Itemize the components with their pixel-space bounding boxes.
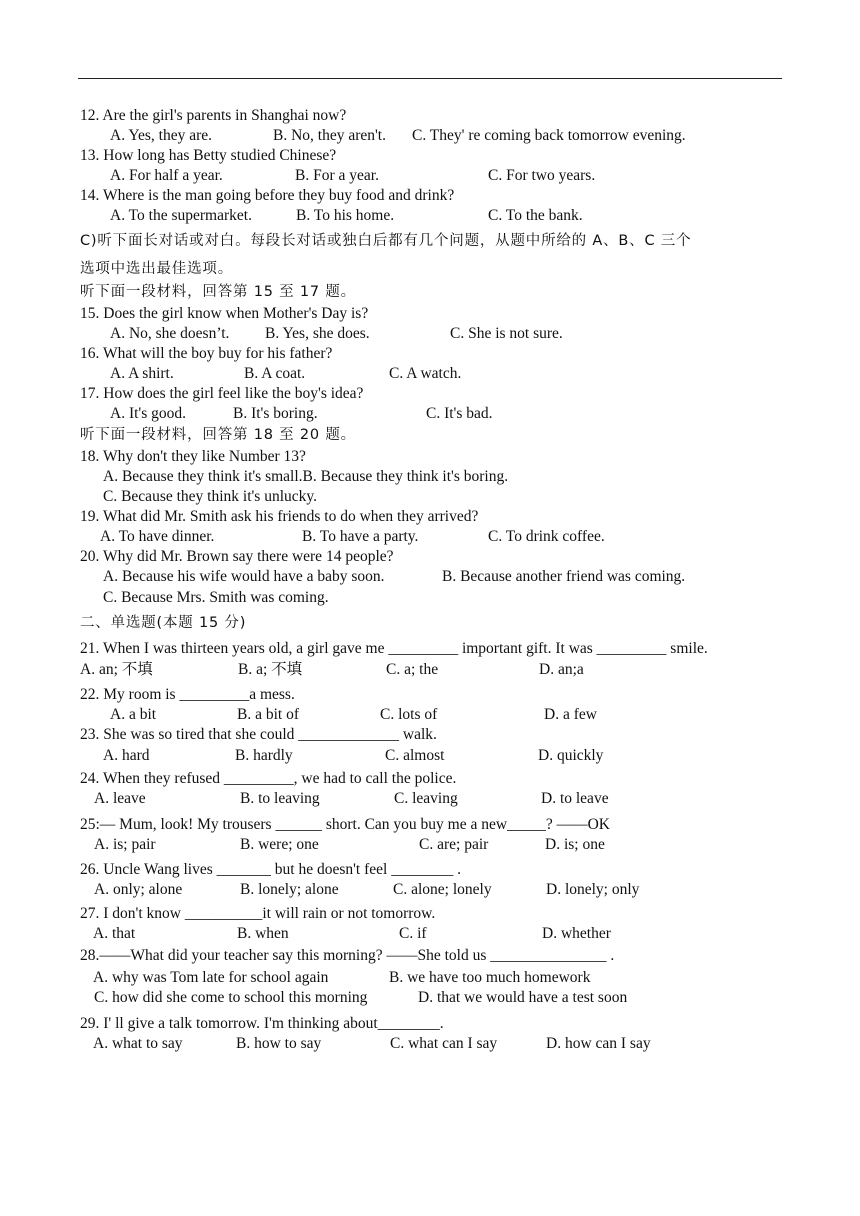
- question-27-stem: 27. I don't know __________it will rain or not tomorrow.: [80, 905, 436, 922]
- question-22-option-c: C. lots of: [380, 706, 438, 723]
- question-21-option-c: C. a; the: [386, 661, 439, 678]
- question-13-stem: 13. How long has Betty studied Chinese?: [80, 147, 337, 164]
- question-25-option-c: C. are; pair: [419, 836, 489, 853]
- question-17-stem: 17. How does the girl feel like the boy's idea?: [80, 385, 364, 402]
- question-14-option-b: B. To his home.: [296, 207, 395, 224]
- question-23-option-b: B. hardly: [235, 747, 293, 764]
- question-13-option-c: C. For two years.: [488, 167, 596, 184]
- passage-2-heading: 听下面一段材料，回答第 18 至 20 题。: [80, 427, 356, 443]
- question-25-option-a: A. is; pair: [94, 836, 156, 853]
- question-27-option-a: A. that: [93, 925, 136, 942]
- passage-1-heading: 听下面一段材料，回答第 15 至 17 题。: [80, 284, 356, 300]
- question-24-option-a: A. leave: [94, 790, 146, 807]
- question-19-option-a: A. To have dinner.: [100, 528, 215, 545]
- question-27-option-b: B. when: [237, 925, 289, 942]
- question-20-stem: 20. Why did Mr. Brown say there were 14 people?: [80, 548, 394, 565]
- question-20-option-c: C. Because Mrs. Smith was coming.: [103, 589, 329, 606]
- question-21-option-d: D. an;a: [539, 661, 584, 678]
- question-18-options-ab: A. Because they think it's small.B. Because they think it's boring.: [103, 468, 509, 485]
- question-23-stem: 23. She was so tired that she could _____________ walk.: [80, 726, 437, 743]
- question-21-option-a: A. an; 不填: [80, 661, 153, 678]
- question-24-option-d: D. to leave: [541, 790, 609, 807]
- question-22-option-d: D. a few: [544, 706, 597, 723]
- question-18-option-c: C. Because they think it's unlucky.: [103, 488, 318, 505]
- question-28-option-d: D. that we would have a test soon: [418, 989, 628, 1006]
- question-27-option-c: C. if: [399, 925, 427, 942]
- question-12-option-a: A. Yes, they are.: [110, 127, 213, 144]
- question-19-stem: 19. What did Mr. Smith ask his friends to do when they arrived?: [80, 508, 479, 525]
- question-23-option-c: C. almost: [385, 747, 445, 764]
- question-28-option-c: C. how did she come to school this morning: [94, 989, 368, 1006]
- question-16-option-b: B. A coat.: [244, 365, 306, 382]
- question-13-option-a: A. For half a year.: [110, 167, 223, 184]
- question-15-option-c: C. She is not sure.: [450, 325, 563, 342]
- question-24-option-c: C. leaving: [394, 790, 458, 807]
- question-24-stem: 24. When they refused _________, we had to call the police.: [80, 770, 457, 787]
- question-12-option-b: B. No, they aren't.: [273, 127, 386, 144]
- question-16-option-c: C. A watch.: [389, 365, 462, 382]
- question-17-option-c: C. It's bad.: [426, 405, 493, 422]
- question-19-option-c: C. To drink coffee.: [488, 528, 605, 545]
- question-14-stem: 14. Where is the man going before they buy food and drink?: [80, 187, 455, 204]
- question-15-option-a: A. No, she doesn’t.: [110, 325, 230, 342]
- question-18-stem: 18. Why don't they like Number 13?: [80, 448, 306, 465]
- question-21-option-b: B. a; 不填: [238, 661, 303, 678]
- question-26-option-a: A. only; alone: [94, 881, 183, 898]
- question-26-option-d: D. lonely; only: [546, 881, 640, 898]
- part-2-heading: 二、单选题(本题 15 分): [80, 615, 247, 631]
- question-16-option-a: A. A shirt.: [110, 365, 174, 382]
- question-25-option-d: D. is; one: [545, 836, 605, 853]
- question-14-option-a: A. To the supermarket.: [110, 207, 252, 224]
- question-28-option-b: B. we have too much homework: [389, 969, 591, 986]
- question-26-stem: 26. Uncle Wang lives _______ but he doesn't feel ________ .: [80, 861, 461, 878]
- question-22-option-a: A. a bit: [110, 706, 157, 723]
- question-23-option-d: D. quickly: [538, 747, 604, 764]
- question-17-option-b: B. It's boring.: [233, 405, 318, 422]
- question-25-stem: 25:— Mum, look! My trousers ______ short. Can you buy me a new_____? ——OK: [80, 816, 610, 833]
- question-29-option-c: C. what can I say: [390, 1035, 498, 1052]
- question-26-option-c: C. alone; lonely: [393, 881, 492, 898]
- question-13-option-b: B. For a year.: [295, 167, 379, 184]
- question-12-option-c: C. They' re coming back tomorrow evening.: [412, 127, 686, 144]
- section-c-instruction-line2: 选项中选出最佳选项。: [80, 261, 233, 277]
- question-20-option-b: B. Because another friend was coming.: [442, 568, 686, 585]
- question-12-stem: 12. Are the girl's parents in Shanghai now?: [80, 107, 347, 124]
- question-29-option-a: A. what to say: [93, 1035, 183, 1052]
- question-17-option-a: A. It's good.: [110, 405, 186, 422]
- question-27-option-d: D. whether: [542, 925, 611, 942]
- question-15-option-b: B. Yes, she does.: [265, 325, 370, 342]
- question-14-option-c: C. To the bank.: [488, 207, 583, 224]
- question-29-stem: 29. I' ll give a talk tomorrow. I'm thinking about________.: [80, 1015, 444, 1032]
- question-22-option-b: B. a bit of: [237, 706, 299, 723]
- question-28-stem: 28.——What did your teacher say this morning? ——She told us _______________ .: [80, 947, 615, 964]
- header-rule: [78, 78, 782, 79]
- question-29-option-d: D. how can I say: [546, 1035, 651, 1052]
- question-16-stem: 16. What will the boy buy for his father?: [80, 345, 333, 362]
- question-29-option-b: B. how to say: [236, 1035, 322, 1052]
- question-22-stem: 22. My room is _________a mess.: [80, 686, 295, 703]
- question-15-stem: 15. Does the girl know when Mother's Day is?: [80, 305, 369, 322]
- question-21-stem: 21. When I was thirteen years old, a girl gave me _________ important gift. It was _________ smile.: [80, 640, 708, 657]
- question-26-option-b: B. lonely; alone: [240, 881, 339, 898]
- question-23-option-a: A. hard: [103, 747, 150, 764]
- question-20-option-a: A. Because his wife would have a baby soon.: [103, 568, 385, 585]
- question-28-option-a: A. why was Tom late for school again: [93, 969, 329, 986]
- section-c-instruction-line1: C)听下面长对话或对白。每段长对话或独白后都有几个问题，从题中所给的 A、B、C 三个: [80, 233, 692, 249]
- question-25-option-b: B. were; one: [240, 836, 319, 853]
- question-24-option-b: B. to leaving: [240, 790, 320, 807]
- question-19-option-b: B. To have a party.: [302, 528, 419, 545]
